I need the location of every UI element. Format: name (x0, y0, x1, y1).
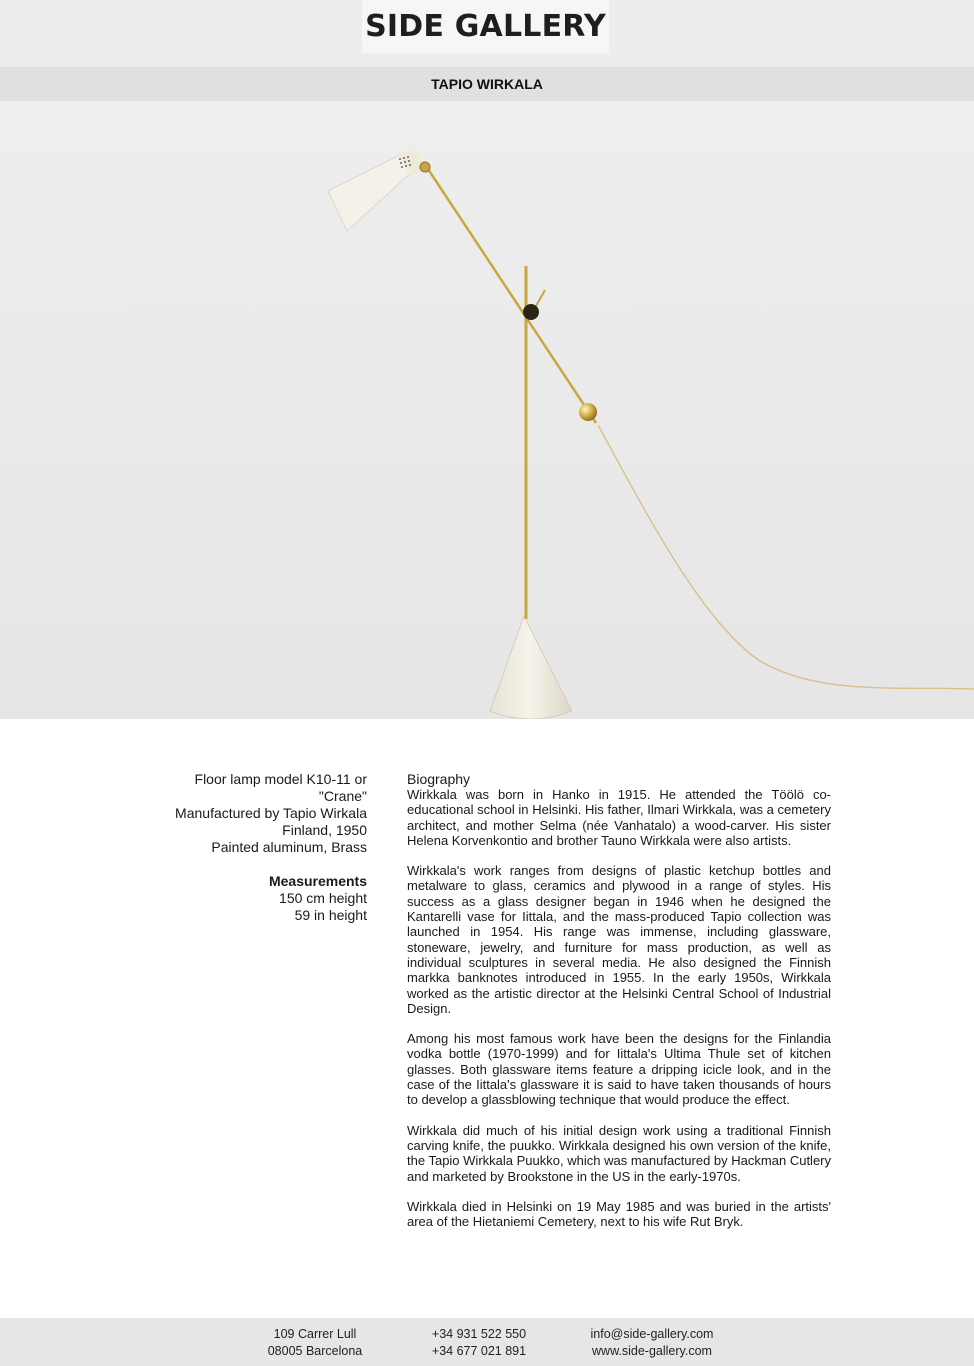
biography-section (407, 771, 831, 1244)
biography-paragraph: Wirkkala was born in Hanko in 1915. He attended the Töölö co-educational school in Helsinki. His father, Ilmari Wirkkala, was a cemetery architect, and mother Selma (née Vanhatalo) a wood-carver. His sister Helena Korvenkontio and brother Tauno Wirkkala were also artists. (407, 787, 831, 848)
footer-web (580, 1326, 724, 1359)
footer-phones (418, 1326, 540, 1359)
measurement-line: 59 in height (294, 907, 367, 923)
floor-lamp-illustration (0, 101, 974, 719)
address-line: 109 Carrer Lull (273, 1327, 357, 1341)
product-photo (0, 101, 974, 719)
product-line: Painted aluminum, Brass (211, 839, 367, 855)
phone-link[interactable]: +34 931 522 550 (431, 1327, 527, 1341)
phone-link[interactable]: +34 677 021 891 (431, 1343, 527, 1358)
email-link[interactable]: info@side-gallery.com (590, 1327, 714, 1341)
biography-heading: Biography (407, 771, 471, 787)
measurements-heading: Measurements (268, 873, 367, 889)
product-line: Floor lamp model K10-11 or (194, 771, 367, 787)
product-line: Manufactured by Tapio Wirkala (175, 805, 367, 821)
product-line: "Crane" (318, 788, 367, 804)
biography-paragraph: Among his most famous work have been the designs for the Finlandia vodka bottle (1970-1999) and for Iittala's Ultima Thule set of kitchen glasses. Both glassware items feature a dripping icicle look, and in the case of the Iittala's glassware it is said to have taken thousands of hours to develop a glassblowing technique that would produce the effect. (407, 1031, 831, 1108)
biography-paragraph: Wirkkala did much of his initial design work using a traditional Finnish carving knife, the puukko. Wirkkala designed his own version of the knife, the Tapio Wirkkala Puukko, which was manufactured by Hackman Cutlery and marketed by Brookstone in the US in the early-1970s. (407, 1122, 831, 1184)
footer (0, 1318, 974, 1366)
biography-paragraph: Wirkkala's work ranges from designs of plastic ketchup bottles and metalware to glass, ceramics and plywood in a range of styles. His success as a glass designer began in 1946 when he designed the Kantarelli vase for Iittala, and the mass-produced Tapio collection was launched in 1954. His range was immense, including glassware, stoneware, jewelry, and furniture for mass production, as well as individual sculptures in several media. He also designed the Finnish markka banknotes introduced in 1955. In the early 1950s, Wirkkala worked as the artistic director at the Helsinki Central School of Industrial Design. (407, 863, 831, 1016)
footer-address (250, 1326, 380, 1359)
artist-name-bar: TAPIO WIRKALA (0, 67, 974, 101)
website-link[interactable]: www.side-gallery.com (592, 1343, 712, 1358)
product-details (150, 771, 367, 924)
address-line: 08005 Barcelona (267, 1343, 363, 1358)
biography-paragraph: Wirkkala died in Helsinki on 19 May 1985 and was buried in the artists' area of the Hietaniemi Cemetery, next to his wife Rut Bryk. (407, 1198, 831, 1230)
gallery-logo[interactable]: SIDE GALLERY (362, 0, 609, 53)
measurement-line: 150 cm height (279, 890, 367, 906)
product-line: Finland, 1950 (282, 822, 367, 838)
